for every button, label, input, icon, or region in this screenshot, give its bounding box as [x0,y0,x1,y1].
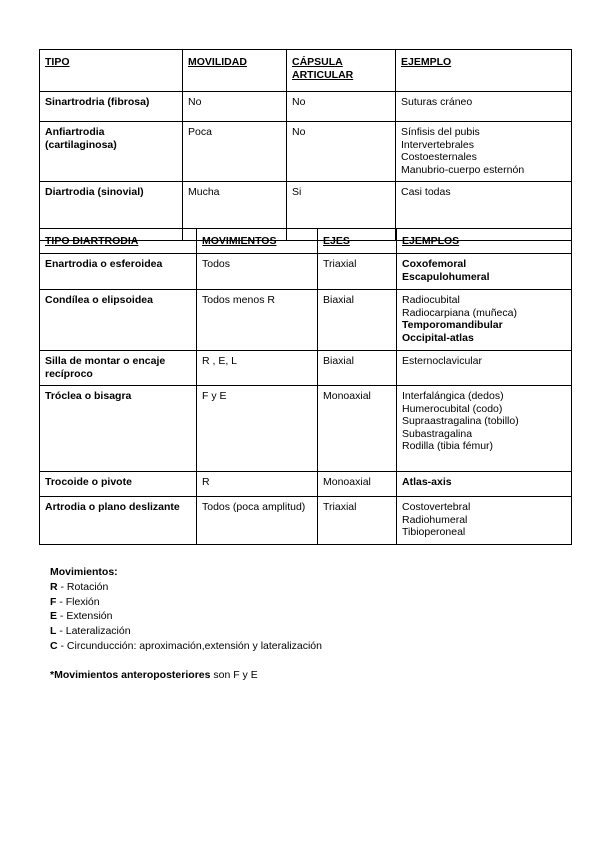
cell-ejemplos [397,351,572,386]
header-tipo: TIPO [40,50,183,92]
cell-movilidad: No [183,92,287,122]
legend-text: - Flexión [56,595,100,608]
header-ejemplo: EJEMPLO [396,50,572,92]
example-line: Rodilla (tibia fémur) [402,440,494,452]
legend-title: Movimientos: [50,566,118,578]
legend-text: - Circunducción: aproximación,extensión y lateralización [57,639,322,652]
legend-item [50,595,322,610]
example-line: Esternoclavicular [402,355,482,367]
table-header-row [40,50,572,92]
legend-item [50,624,322,639]
cell-tipo: Artrodia o plano deslizante [40,497,197,545]
cell-movimientos: R , E, L [197,351,318,386]
example-line: Intervertebrales [401,138,474,151]
legend-key: E [50,610,58,623]
legend-item [50,580,322,595]
legend-item [50,609,322,624]
movements-legend [50,565,322,654]
table-row [40,290,572,351]
cell-movimientos: Todos menos R [197,290,318,351]
cell-ejes: Triaxial [318,254,397,290]
example-line: Costoesternales [401,151,477,163]
cell-ejes: Biaxial [318,290,397,351]
cell-tipo: Sinartrodria (fibrosa) [40,92,183,122]
footnote-rest: son F y E [210,669,258,681]
legend-key: L [50,625,57,638]
cell-ejes: Biaxial [318,351,397,386]
cell-tipo: Diartrodia (sinovial) [40,182,183,241]
table-row [40,497,572,545]
cell-ejes: Triaxial [318,497,397,545]
joint-types-table [39,49,572,241]
cell-tipo: Condílea o elipsoidea [40,290,197,351]
header-tipo-diartrodia: TIPO DIARTRODIA [40,229,197,254]
table-row [40,254,572,290]
example-line: Coxofemoral [402,258,467,270]
cell-capsula: Si [287,182,396,241]
example-line: Costovertebral [402,501,471,513]
example-line: Supraastragalina (tobillo) [402,415,519,427]
cell-tipo: Anfiartrodia (cartilaginosa) [40,122,183,182]
example-line: Subastragalina [402,427,473,440]
legend-text: - Extensión [57,610,113,623]
legend-list [50,580,322,654]
example-line: Radiocubital [402,294,460,306]
example-line: Casi todas [401,186,451,198]
cell-ejemplos [397,254,572,290]
example-line: Atlas-axis [402,476,452,488]
header-movimientos: MOVIMIENTOS [197,229,318,254]
example-line: Occipital-atlas [402,331,474,344]
table-row [40,386,572,472]
cell-tipo: Enartrodia o esferoidea [40,254,197,290]
cell-tipo: Trocoide o pivote [40,472,197,497]
table-row [40,122,572,182]
cell-capsula: No [287,122,396,182]
example-line: Interfalángica (dedos) [402,390,504,402]
legend-key: C [50,639,58,652]
cell-ejemplos [397,472,572,497]
diarthrosis-types-table [39,228,572,545]
legend-text: - Lateralización [56,625,131,638]
table-row [40,351,572,386]
cell-movilidad: Poca [183,122,287,182]
footnote-bold: *Movimientos anteroposteriores [50,669,211,681]
cell-tipo: Tróclea o bisagra [40,386,197,472]
cell-movimientos: F y E [197,386,318,472]
example-line: Radiohumeral [402,513,468,526]
table-row [40,92,572,122]
table-row [40,472,572,497]
example-line: Suturas cráneo [401,96,473,108]
legend-key: F [50,595,57,608]
example-line: Tibioperoneal [402,526,466,538]
cell-ejemplo [396,122,572,182]
header-movilidad: MOVILIDAD [183,50,287,92]
example-line: Temporomandibular [402,319,503,331]
legend-key: R [50,580,58,593]
example-line: Escapulohumeral [402,270,490,283]
legend-item [50,639,322,654]
cell-ejes: Monoaxial [318,472,397,497]
cell-movilidad: Mucha [183,182,287,241]
example-line: Radiocarpiana (muñeca) [402,306,517,319]
cell-movimientos: Todos (poca amplitud) [197,497,318,545]
example-line: Manubrio-cuerpo esternón [401,163,525,176]
cell-movimientos: Todos [197,254,318,290]
cell-ejes: Monoaxial [318,386,397,472]
header-capsula: CÁPSULA ARTICULAR [287,50,396,92]
cell-capsula: No [287,92,396,122]
cell-ejemplos [397,386,572,472]
cell-ejemplos [397,290,572,351]
cell-ejemplo [396,92,572,122]
table-header-row [40,229,572,254]
legend-text: - Rotación [57,580,109,593]
example-line: Sínfisis del pubis [401,126,480,138]
footnote [50,669,258,681]
header-ejes: EJES [318,229,397,254]
cell-ejemplos [397,497,572,545]
cell-movimientos: R [197,472,318,497]
cell-tipo: Silla de montar o encaje recíproco [40,351,197,386]
example-line: Humerocubital (codo) [402,402,503,415]
header-ejemplos: EJEMPLOS [397,229,572,254]
